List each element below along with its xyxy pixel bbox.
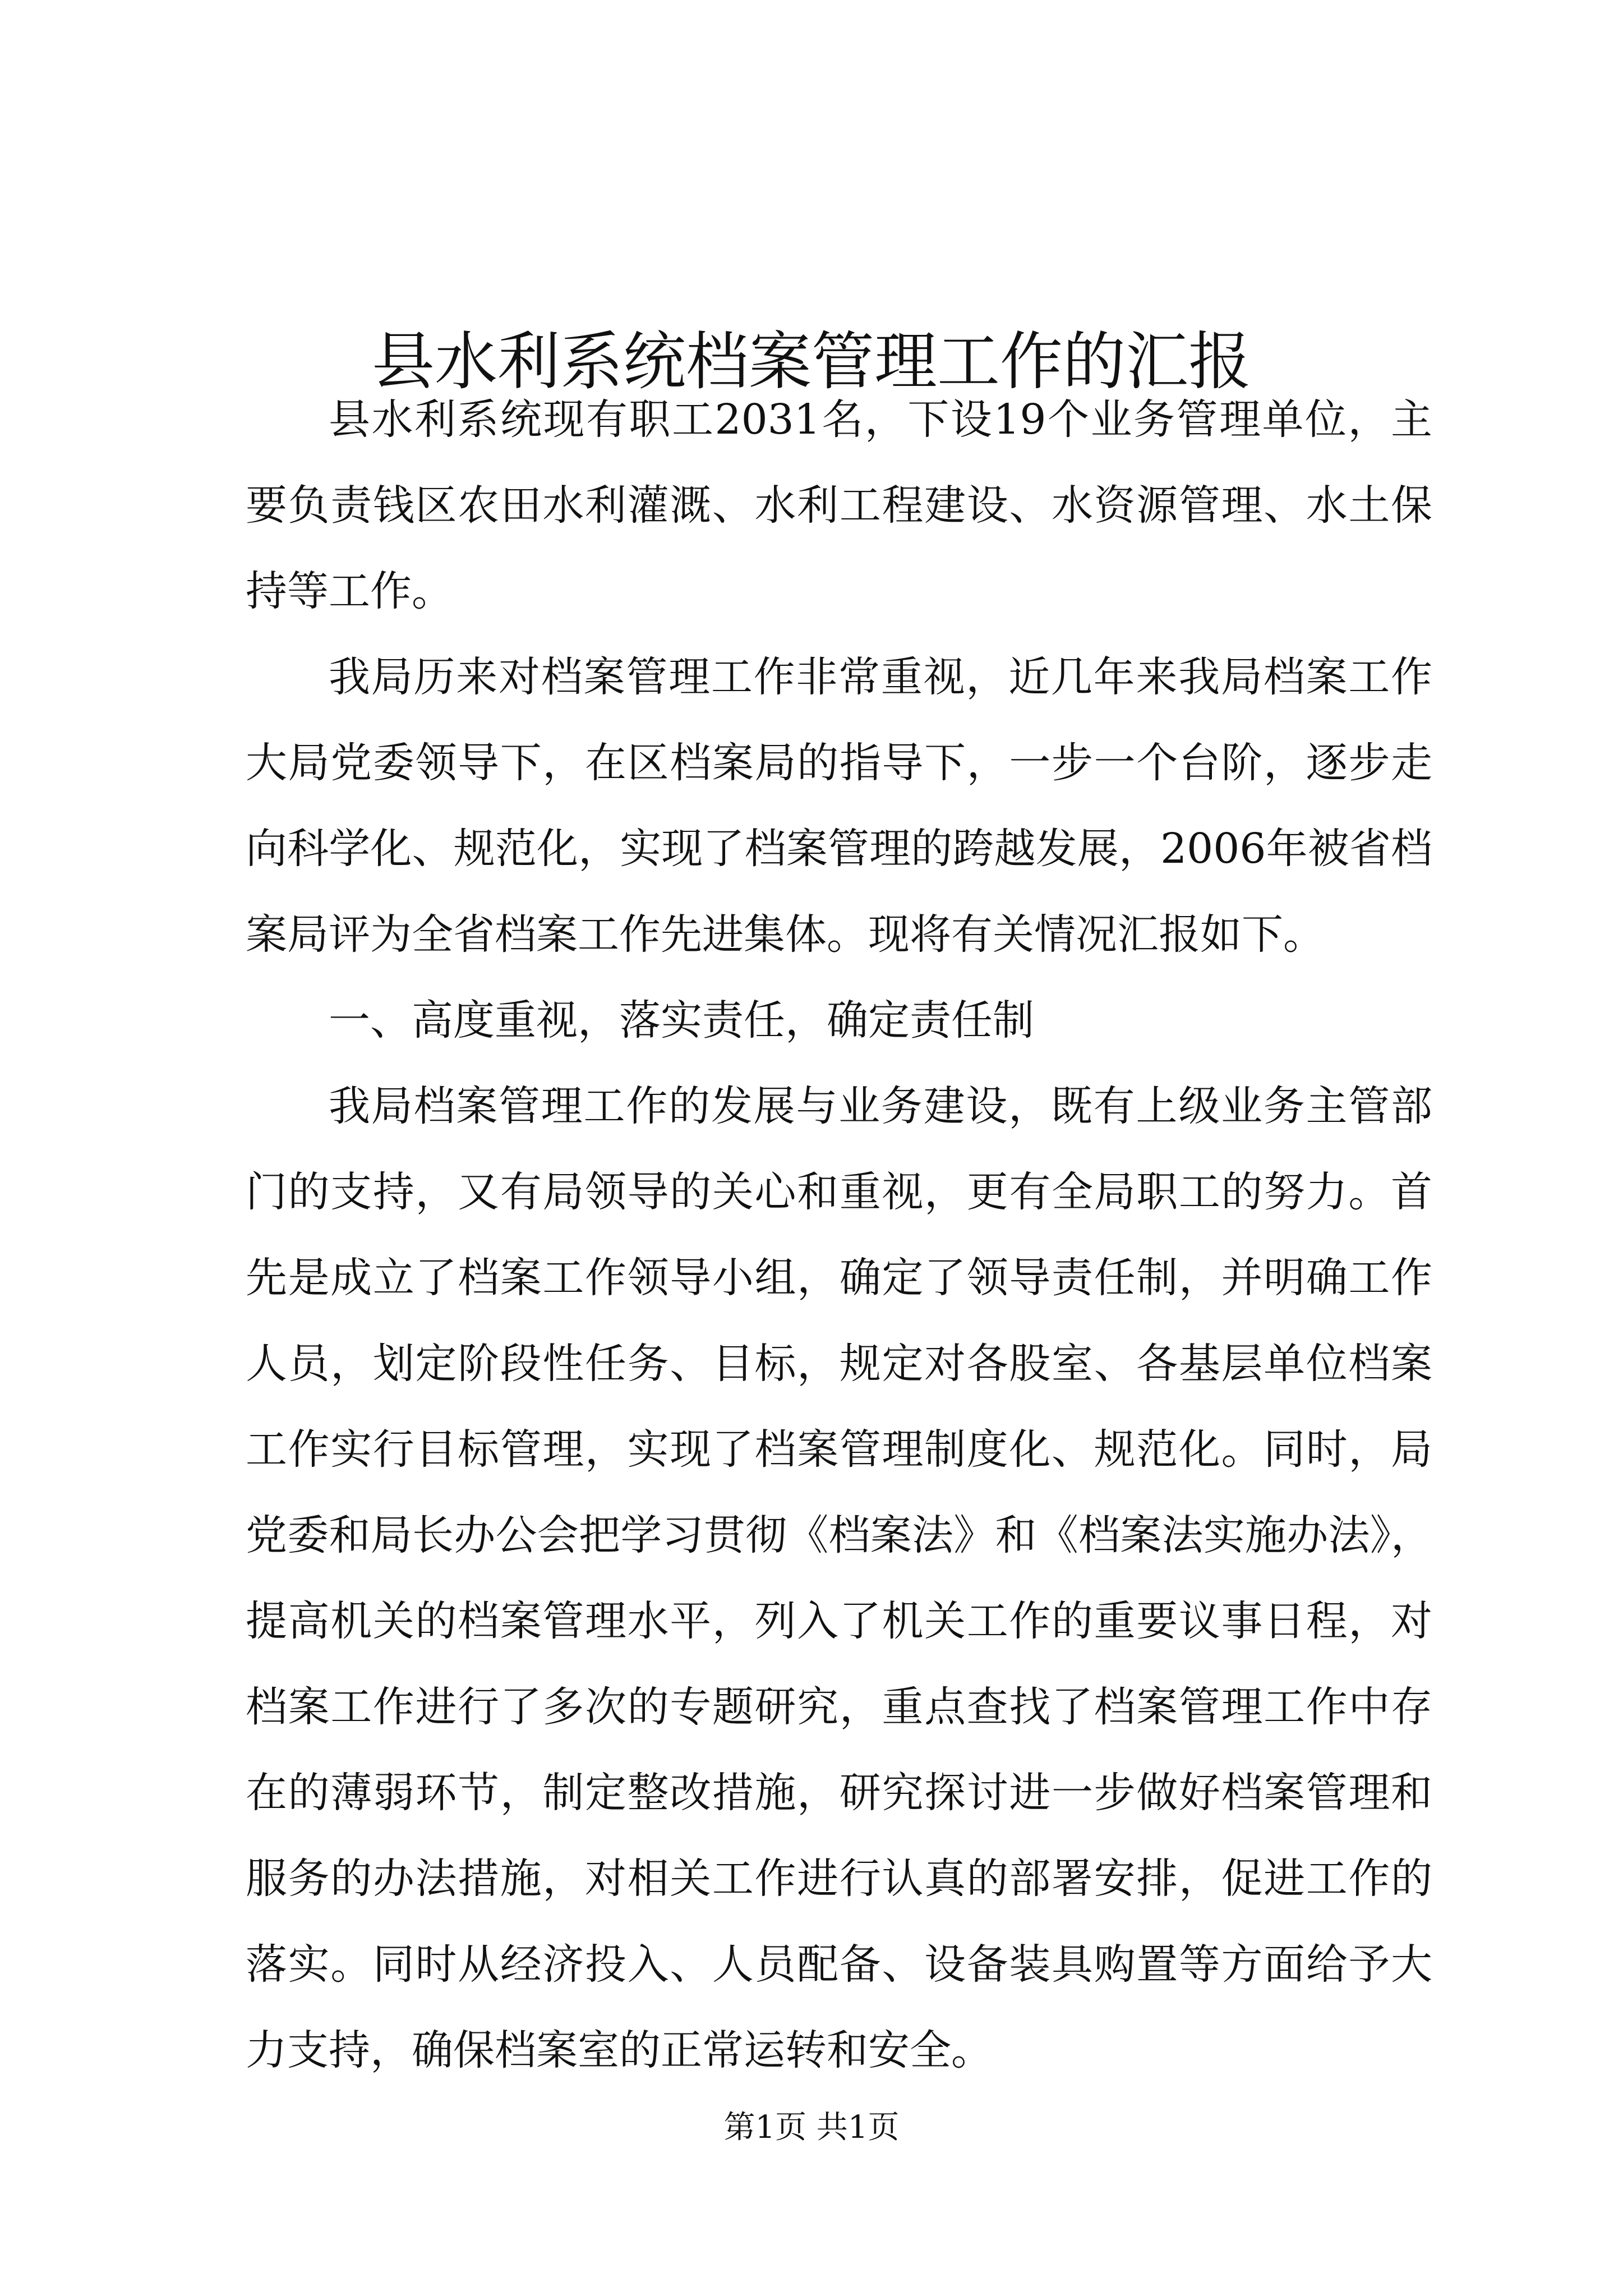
page-footer: 第1页 共1页 [723, 2109, 900, 2146]
document-body [246, 377, 1432, 2093]
paragraph-responsibility: 我局档案管理工作的发展与业务建设，既有上级业务主管部门的支持，又有局领导的关心和重视，更有全局职工的努力。首先是成立了档案工作领导小组，确定了领导责任制，并明确工作人员，划定阶段性任务、目标，规定对各股室、各基层单位档案工作实行目标管理，实现了档案管理制度化、规范化。同时，局党委和局长办公会把学习贯彻《档案法》和《档案法实施办法》，提高机关的档案管理水平，列入了机关工作的重要议事日程，对档案工作进行了多次的专题研究，重点查找了档案管理工作中存在的薄弱环节，制定整改措施，研究探讨进一步做好档案管理和服务的办法措施，对相关工作进行认真的部署安排，促进工作的落实。同时从经济投入、人员配备、设备装具购置等方面给予大力支持，确保档案室的正常运转和安全。 [246, 1082, 1432, 2074]
document-title: 县水利系统档案管理工作的汇报 [372, 325, 1251, 399]
paragraph-overview: 我局历来对档案管理工作非常重视，近几年来我局档案工作大局党委领导下，在区档案局的指导下，一步一个台阶，逐步走向科学化、规范化，实现了档案管理的跨越发展，2006年被省档案局评为全省档案工作先进集体。现将有关情况汇报如下。 [246, 653, 1432, 959]
paragraph-intro: 县水利系统现有职工2031名，下设19个业务管理单位，主要负责钱区农田水利灌溉、水利工程建设、水资源管理、水土保持等工作。 [246, 395, 1432, 615]
section-heading-1: 一、高度重视，落实责任，确定责任制 [329, 996, 1034, 1045]
